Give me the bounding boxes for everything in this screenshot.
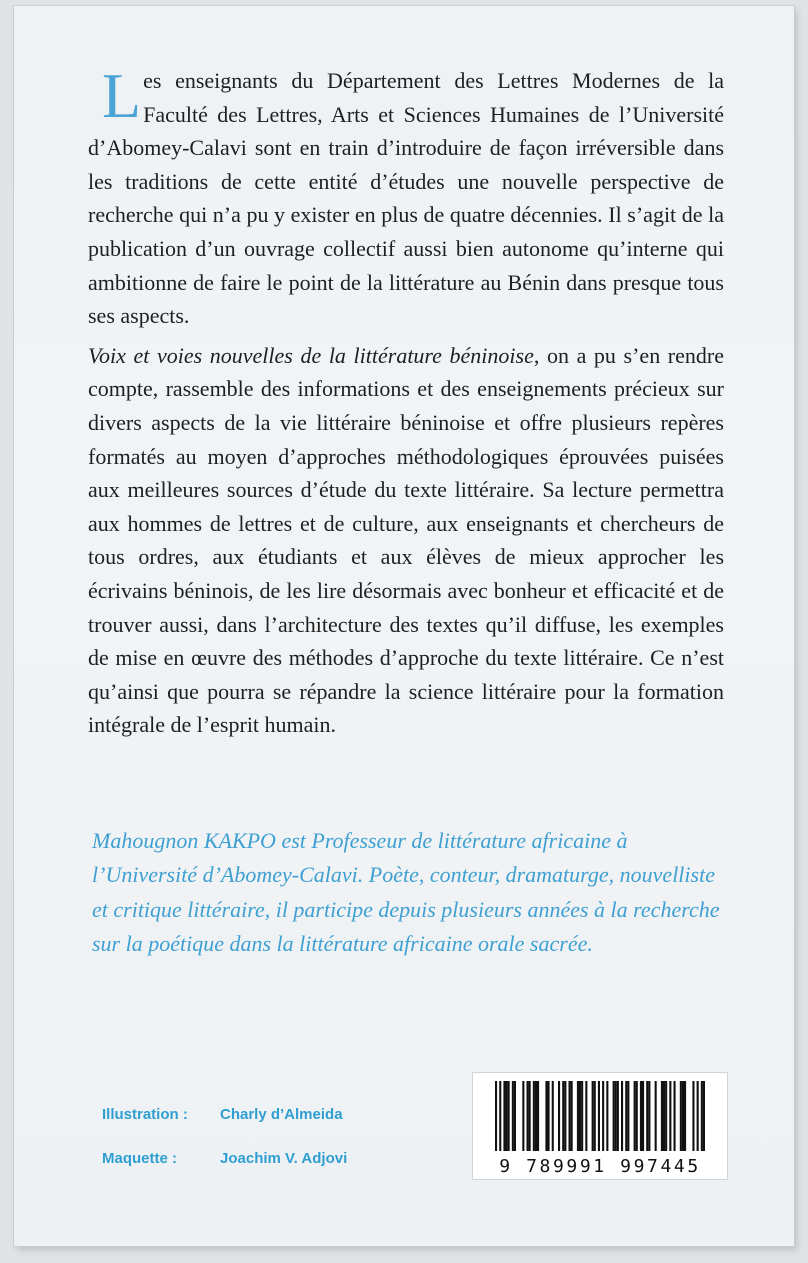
paragraph-2 [88, 339, 724, 742]
barcode-bar [682, 1081, 684, 1151]
paragraph-2-text: , on a pu s’en rendre compte, rassemble des informations et des enseignements précieux sur divers aspects de la vie littéraire béninoise et offre plusieurs repères formatés au moyen d’approches méthodologiques éprouvées puisées aux meilleures sources d’étude du texte littéraire. Sa lecture permettra aux hommes de lettres et de culture, aux enseignants et chercheurs de tous ordres, aux étudiants et aux élèves de mieux approcher les écrivains béninois, de les lire désormais avec bonheur et efficacité et de trouver aussi, dans l’architecture des textes qu’il diffuse, les exemples de mise en œuvre des méthodes d’approche du texte littéraire. Ce n’est qu’ainsi que pourra se répandre la science littéraire pour la formation intégrale de l’esprit humain. [88, 342, 724, 738]
illustration-name: Charly d’Almeida [220, 1106, 343, 1123]
barcode-bar [506, 1081, 508, 1151]
barcode-bar [692, 1081, 694, 1151]
barcode-bar [648, 1081, 650, 1151]
barcode-bar [684, 1081, 686, 1151]
barcode-bar [508, 1081, 510, 1151]
book-title: Voix et voies nouvelles de la littérature béninoise [88, 342, 534, 368]
author-bio-text: Mahougnon KAKPO est Professeur de littérature africaine à l’Université d’Abomey-Calavi. Poète, conteur, dramaturge, nouvelliste et critique littéraire, il participe depuis plusieurs années à la recherche sur la poétique dans la littérature africaine orale sacrée. [92, 828, 720, 957]
credit-illustration [102, 1106, 347, 1150]
back-cover [14, 6, 794, 1246]
barcode-bar [674, 1081, 676, 1151]
barcode-bar [592, 1081, 594, 1151]
barcode-bar [680, 1081, 682, 1151]
barcode-bar [564, 1081, 566, 1151]
barcode-bar [499, 1081, 501, 1151]
isbn-number: 9 789991 997445 [499, 1156, 701, 1177]
barcode-bar [594, 1081, 596, 1151]
dropcap-letter: L [102, 60, 142, 131]
barcode-bar [558, 1081, 560, 1151]
main-text [88, 60, 724, 742]
barcode-bar [602, 1081, 604, 1151]
barcode-bar [663, 1081, 665, 1151]
author-bio [92, 824, 732, 962]
illustration-label: Illustration : [102, 1106, 188, 1123]
barcode-bar [527, 1081, 529, 1151]
barcode-bar [697, 1081, 699, 1151]
barcode-bar [613, 1081, 615, 1151]
barcode-bar [640, 1081, 642, 1151]
layout-name: Joachim V. Adjovi [220, 1150, 348, 1167]
barcode-bar [669, 1081, 671, 1151]
barcode-bar [529, 1081, 531, 1151]
barcode-bar [548, 1081, 550, 1151]
isbn-barcode [472, 1072, 728, 1180]
barcode-bar [655, 1081, 657, 1151]
barcode-bar [606, 1081, 608, 1151]
barcode-bar [512, 1081, 514, 1151]
barcode-bar [545, 1081, 547, 1151]
barcode-bar [665, 1081, 667, 1151]
barcode-bar [577, 1081, 579, 1151]
barcode-bar [642, 1081, 644, 1151]
barcode-bar [598, 1081, 600, 1151]
barcode-bar [703, 1081, 705, 1151]
barcode-bar [533, 1081, 535, 1151]
barcode-bar [562, 1081, 564, 1151]
barcode-bar [625, 1081, 627, 1151]
credit-layout [102, 1150, 347, 1194]
barcode-bar [569, 1081, 571, 1151]
barcode-bar [514, 1081, 516, 1151]
credits [102, 1106, 347, 1194]
barcode-bar [571, 1081, 573, 1151]
barcode-bar [701, 1081, 703, 1151]
barcode-bar [585, 1081, 587, 1151]
paragraph-1 [88, 60, 724, 333]
barcode-bar [646, 1081, 648, 1151]
barcode-bar [636, 1081, 638, 1151]
barcode-bar [579, 1081, 581, 1151]
paragraph-1-text: es enseignants du Département des Lettres Modernes de la Faculté des Lettres, Arts et Sciences Humaines de l’Université d’Abomey-Calavi sont en train d’introduire de façon irréversible dans les traditions de cette entité d’études une nouvelle perspective de recherche qui n’a pu y exister en plus de quatre décennies. Il s’agit de la publication d’un ouvrage collectif aussi bien autonome qu’interne qui ambitionne de faire le point de la littérature au Bénin dans presque tous ses aspects. [88, 68, 724, 329]
barcode-bar [661, 1081, 663, 1151]
barcode-bar [552, 1081, 554, 1151]
barcode-bar [495, 1081, 497, 1151]
barcode-bar [627, 1081, 629, 1151]
barcode-bars [473, 1073, 727, 1153]
barcode-bar [621, 1081, 623, 1151]
barcode-bar [581, 1081, 583, 1151]
barcode-bar [634, 1081, 636, 1151]
barcode-bar [503, 1081, 505, 1151]
layout-label: Maquette : [102, 1150, 177, 1167]
barcode-bar [617, 1081, 619, 1151]
barcode-bar [535, 1081, 537, 1151]
barcode-bar [537, 1081, 539, 1151]
barcode-bar [522, 1081, 524, 1151]
barcode-bar [615, 1081, 617, 1151]
